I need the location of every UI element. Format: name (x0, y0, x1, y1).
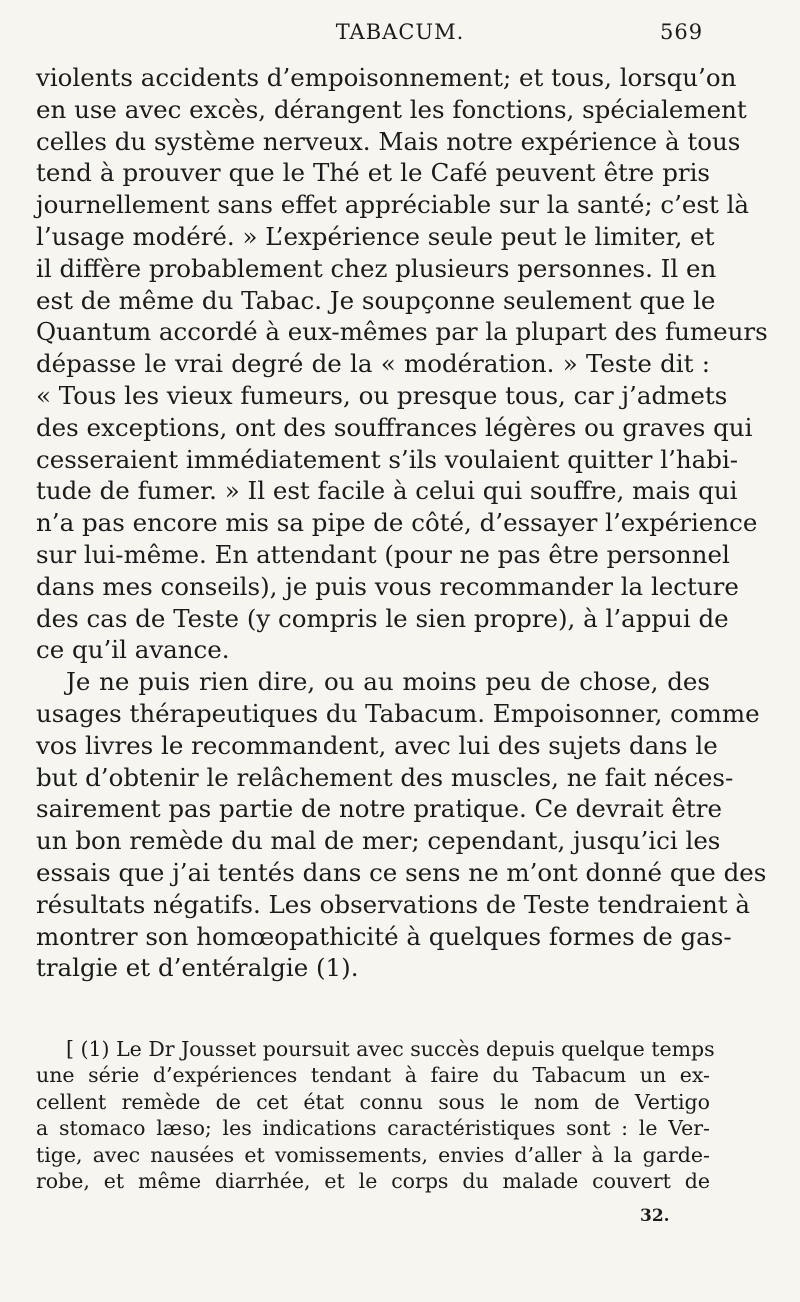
text-line: Quantum accordé à eux-mêmes par la plupart des fumeurs (36, 317, 768, 347)
text-line: l’usage modéré. » L’expérience seule peut le limiter, et (36, 221, 715, 251)
footnote (36, 1036, 715, 1194)
text-line: montrer son homœopathicité à quelques formes de gas- (36, 921, 732, 951)
text-line: « Tous les vieux fumeurs, ou presque tous, car j’admets (36, 380, 728, 410)
text-line: journellement sans effet appréciable sur la santé; c’est là (36, 190, 750, 220)
page-number: 569 (660, 20, 704, 44)
signature-mark: 32. (640, 1206, 670, 1226)
text-line: dans mes conseils), je puis vous recommander la lecture (36, 571, 739, 601)
body-text (36, 62, 768, 984)
text-line: est de même du Tabac. Je soupçonne seulement que le (36, 285, 716, 315)
footnote-line: tige, avec nausées et vomissements, envies d’aller à la garde- (36, 1142, 710, 1167)
text-line: résultats négatifs. Les observations de Teste tendraient à (36, 889, 750, 919)
text-line: des exceptions, ont des souffrances légères ou graves qui (36, 412, 753, 442)
text-line: cesseraient immédiatement s’ils voulaient quitter l’habi- (36, 444, 739, 474)
text-line: en use avec excès, dérangent les fonctions, spécialement (36, 94, 747, 124)
text-line: n’a pas encore mis sa pipe de côté, d’essayer l’expérience (36, 508, 758, 538)
footnote-line: [ (1) Le Dr Jousset poursuit avec succès depuis quelque temps (66, 1037, 715, 1061)
text-line: celles du système nerveux. Mais notre expérience à tous (36, 126, 741, 156)
text-line: but d’obtenir le relâchement des muscles, ne fait néces- (36, 762, 734, 792)
footnote-line: robe, et même diarrhée, et le corps du malade couvert de (36, 1168, 710, 1193)
text-line: un bon remède du mal de mer; cependant, jusqu’ici les (36, 826, 721, 856)
text-line: vos livres le recommandent, avec lui des sujets dans le (36, 730, 718, 760)
text-line: il diffère probablement chez plusieurs personnes. Il en (36, 253, 717, 283)
footnote-line: a stomaco læso; les indications caractéristiques sont : le Ver- (36, 1116, 710, 1141)
text-line: usages thérapeutiques du Tabacum. Empoisonner, comme (36, 698, 760, 728)
footnote-line: cellent remède de cet état connu sous le nom de Vertigo (36, 1089, 710, 1114)
text-line: sairement pas partie de notre pratique. Ce devrait être (36, 794, 722, 824)
text-line: essais que j’ai tentés dans ce sens ne m’ont donné que des (36, 857, 767, 887)
text-line: des cas de Teste (y compris le sien propre), à l’appui de (36, 603, 729, 633)
text-line: Je ne puis rien dire, ou au moins peu de chose, des (66, 667, 710, 697)
text-line: tralgie et d’entéralgie (1). (36, 953, 359, 983)
text-line: tude de fumer. » Il est facile à celui qui souffre, mais qui (36, 476, 738, 506)
text-line: violents accidents d’empoisonnement; et tous, lorsqu’on (36, 63, 737, 92)
footnote-line: une série d’expériences tendant à faire du Tabacum un ex- (36, 1063, 710, 1088)
text-line: sur lui-même. En attendant (pour ne pas être personnel (36, 539, 730, 569)
running-title: TABACUM. (335, 20, 465, 44)
text-line: ce qu’il avance. (36, 635, 230, 665)
text-line: dépasse le vrai degré de la « modération. » Teste dit : (36, 349, 710, 379)
text-line: tend à prouver que le Thé et le Café peuvent être pris (36, 158, 710, 188)
